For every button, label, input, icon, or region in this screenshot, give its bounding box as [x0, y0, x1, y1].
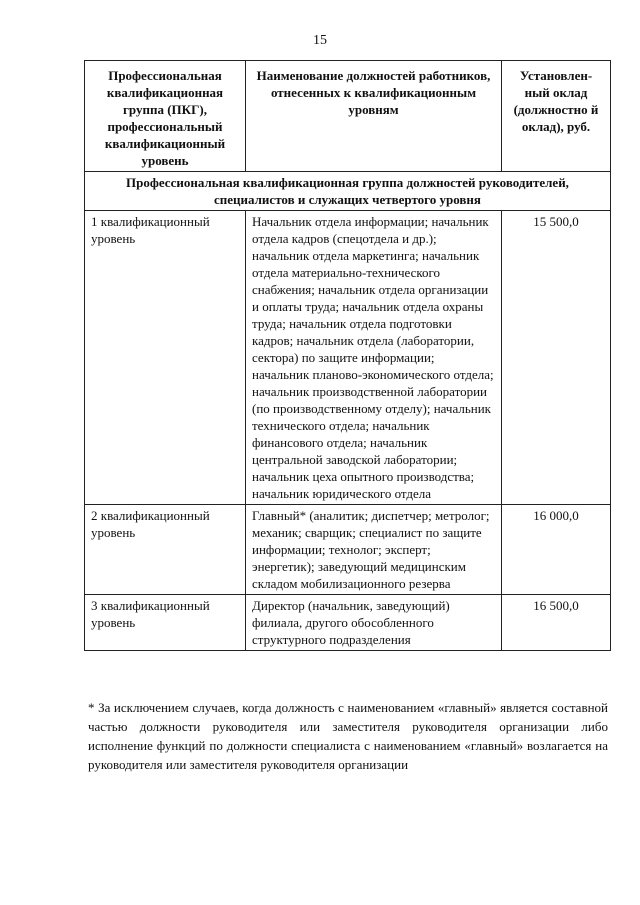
positions-cell: Главный* (аналитик; диспетчер; метролог; механик; сварщик; специалист по защите информации; технолог; эксперт; энергетик); заведующий медицинским складом мобилизационного резерва: [246, 505, 502, 595]
table-header-row: [85, 61, 611, 172]
group-title: Профессиональная квалификационная группа должностей руководителей, специалистов и служащих четвертого уровня: [85, 172, 611, 211]
positions-cell: Начальник отдела информации; начальник отдела кадров (спецотдела и др.); начальник отдела маркетинга; начальник отдела материально-технического снабжения; начальник отдела организации и оплаты труда; начальник отдела охраны труда; начальник отдела подготовки кадров; начальник отдела (лаборатории, сектора) по защите информации; начальник планово-экономического отдела; начальник производственной лаборатории (по производственному отделу); начальник технического отдела; начальник финансового отдела; начальник центральной заводской лаборатории; начальник цеха опытного производства; начальник юридического отдела: [246, 211, 502, 505]
salary-cell: 16 500,0: [502, 595, 611, 651]
level-cell: 1 квалификационный уровень: [85, 211, 246, 505]
salary-cell: 16 000,0: [502, 505, 611, 595]
table-row: [85, 211, 611, 505]
header-salary: Установлен-ный оклад (должностно й оклад), руб.: [502, 61, 611, 172]
group-title-row: [85, 172, 611, 211]
level-cell: 2 квалификационный уровень: [85, 505, 246, 595]
level-cell: 3 квалификационный уровень: [85, 595, 246, 651]
header-qualification-group: Профессиональная квалификационная группа (ПКГ), профессиональный квалификационный уровень: [85, 61, 246, 172]
salary-cell: 15 500,0: [502, 211, 611, 505]
salary-table: [84, 60, 611, 651]
page-number: 15: [313, 33, 327, 48]
header-position-names: Наименование должностей работников, отнесенных к квалификационным уровням: [246, 61, 502, 172]
table-row: [85, 505, 611, 595]
footnote: * За исключением случаев, когда должность с наименованием «главный» является составной частью должности руководителя или заместителя руководителя организации либо исполнение функций по должности специалиста с наименованием «главный» возлагается на руководителя или заместителя руководителя организации: [88, 700, 608, 772]
positions-cell: Директор (начальник, заведующий) филиала, другого обособленного структурного подразделения: [246, 595, 502, 651]
table-row: [85, 595, 611, 651]
